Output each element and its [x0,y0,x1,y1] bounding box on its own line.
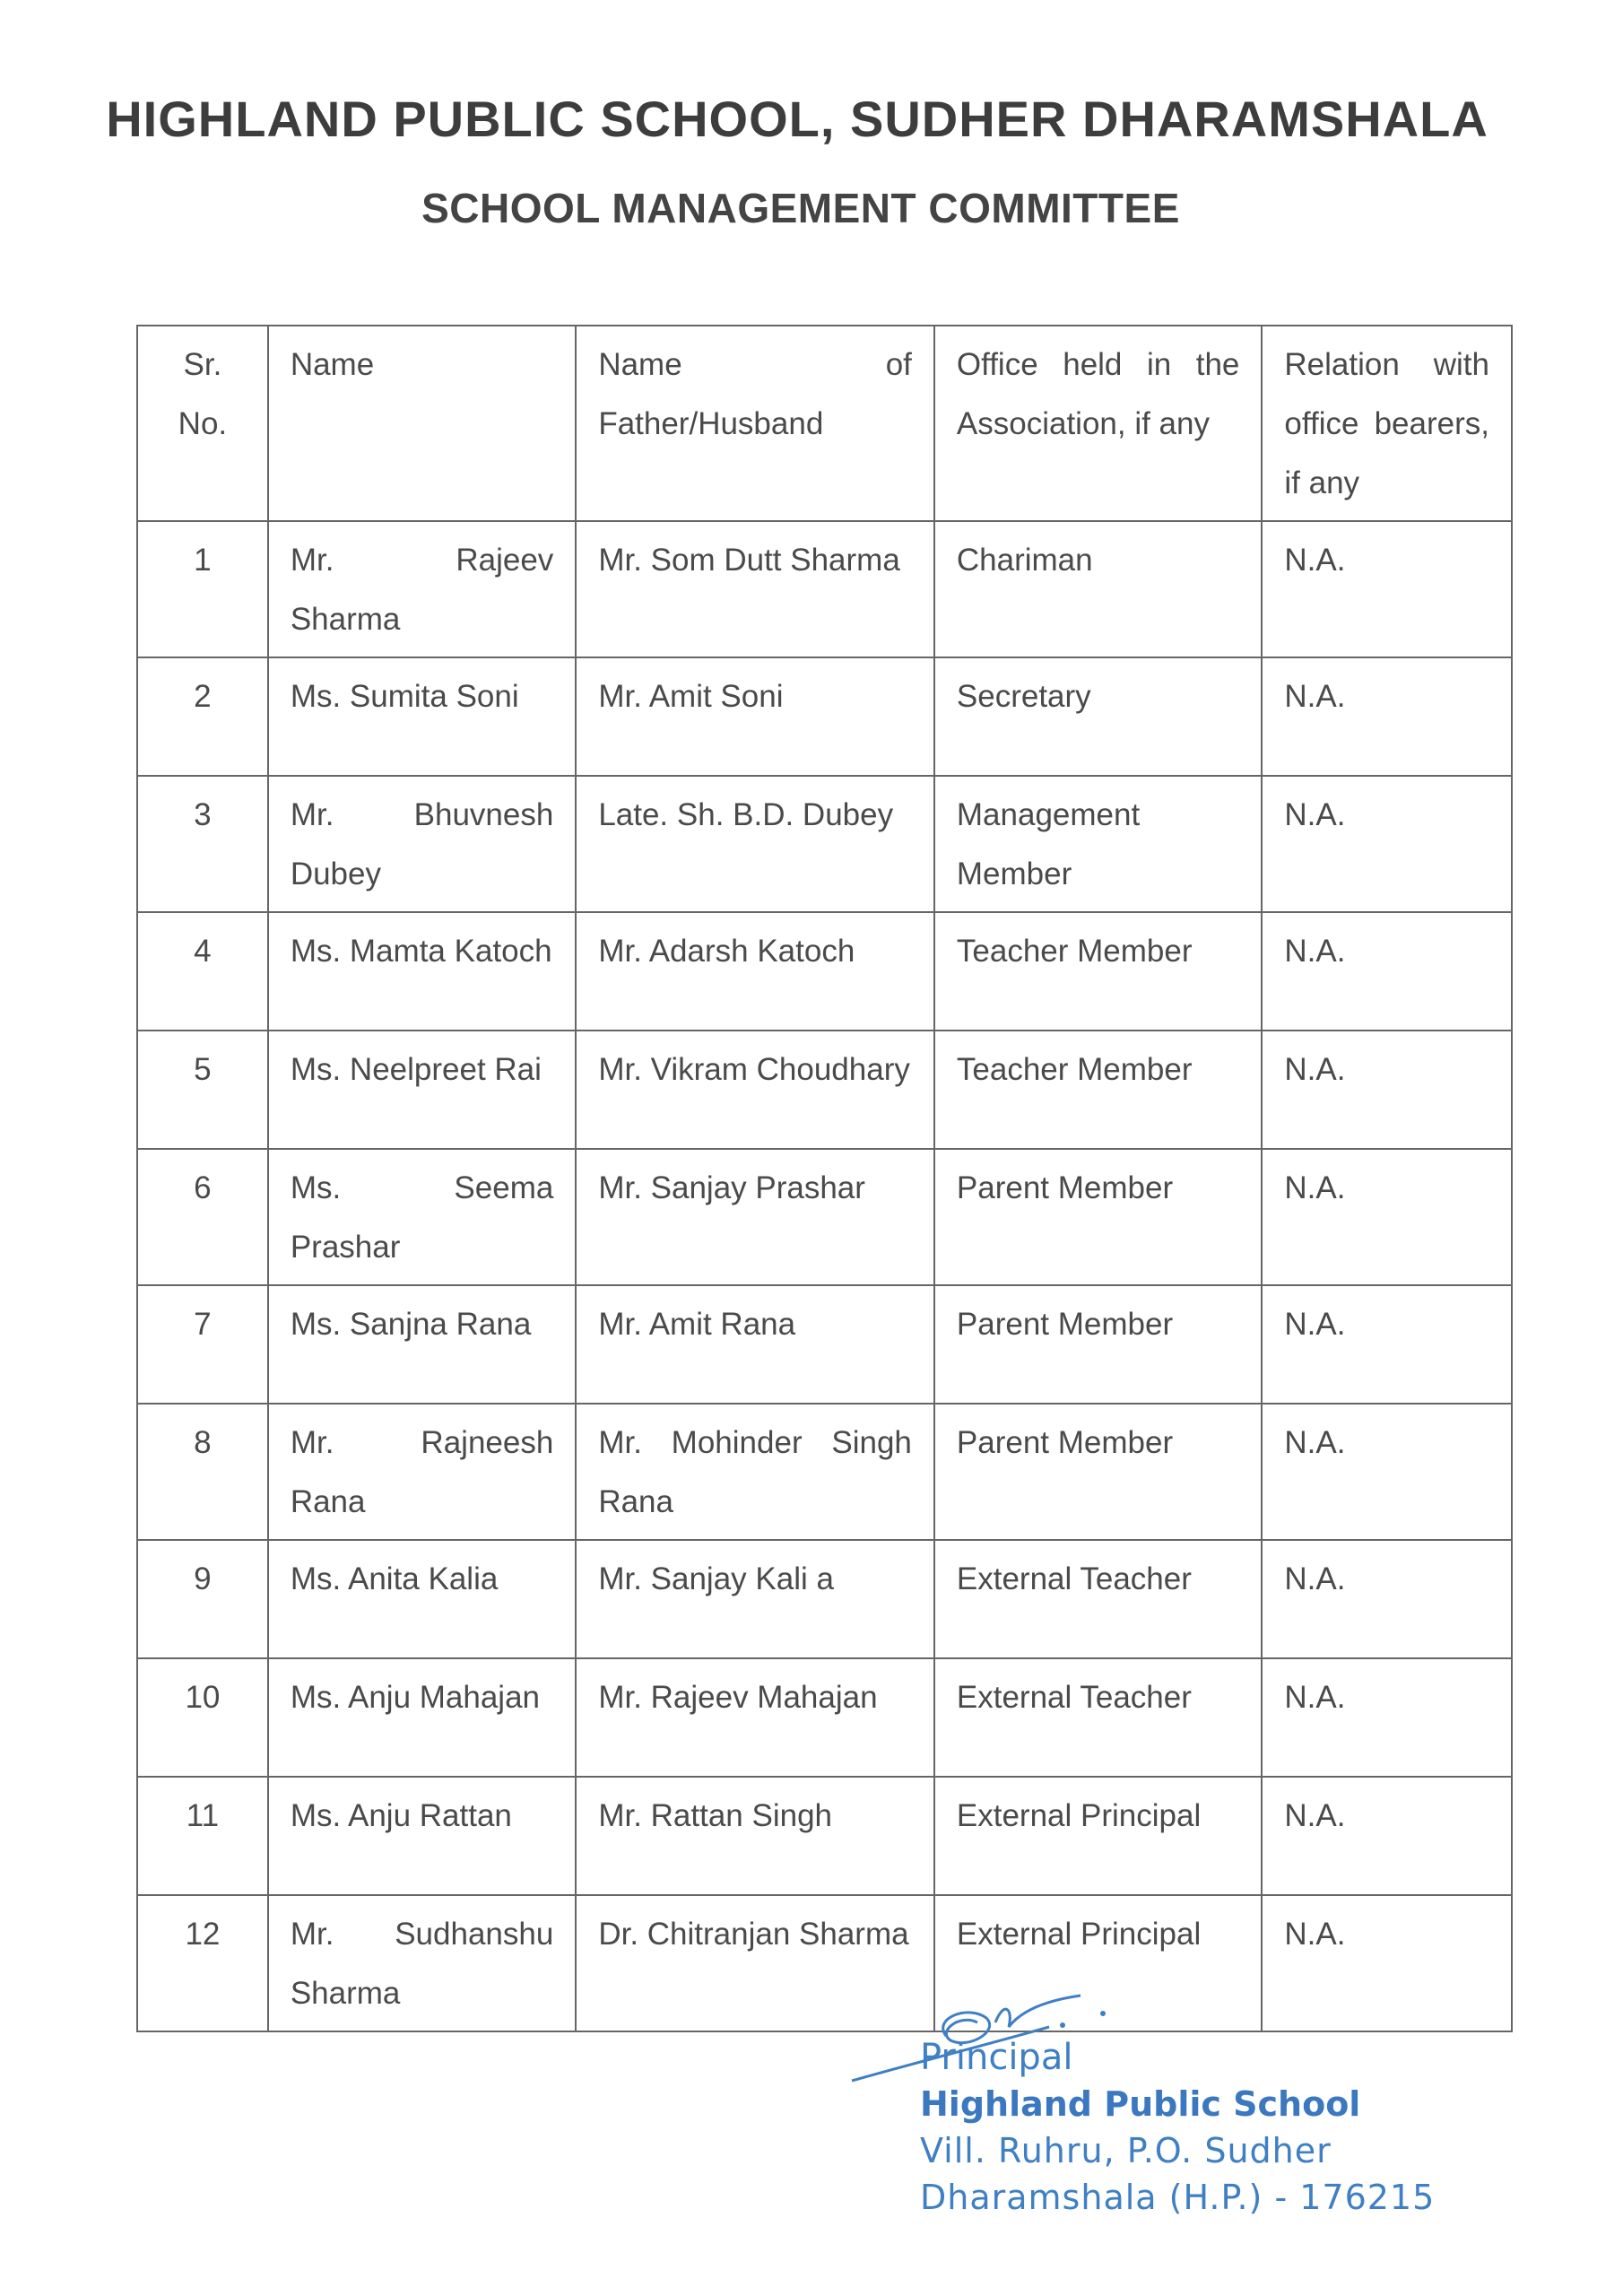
father-husband-cell: Mr. Sanjay Prashar [576,1149,934,1285]
father-husband-cell: Mr. Rattan Singh [576,1777,934,1895]
document-title: HIGHLAND PUBLIC SCHOOL, SUDHER DHARAMSHALA [106,91,1488,147]
relation-cell: N.A. [1262,1031,1512,1149]
table-header-row [137,326,1512,521]
table-row [137,1404,1512,1540]
name-cell: Ms. Seema Prashar [268,1149,577,1285]
father-husband-cell: Mr. Vikram Choudhary [576,1031,934,1149]
column-header-relation: Relation with office bearers, if any [1262,326,1512,521]
name-cell: Ms. Neelpreet Rai [268,1031,577,1149]
sr-no-cell: 4 [137,912,268,1031]
name-cell: Mr. Sudhanshu Sharma [268,1895,577,2031]
table-row [137,521,1512,657]
relation-cell: N.A. [1262,776,1512,912]
relation-cell: N.A. [1262,1895,1512,2031]
stamp-school-name: Highland Public School [920,2084,1361,2124]
office-cell: Teacher Member [934,1031,1263,1149]
table-row [137,657,1512,776]
name-cell: Ms. Sanjna Rana [268,1285,577,1404]
office-cell: External Teacher [934,1540,1263,1658]
document-subtitle: SCHOOL MANAGEMENT COMMITTEE [421,185,1180,231]
father-husband-cell: Mr. Amit Rana [576,1285,934,1404]
father-husband-cell: Dr. Chitranjan Sharma [576,1895,934,2031]
table-row [137,1777,1512,1895]
column-header-office-held: Office held in the Association, if any [934,326,1263,521]
father-husband-cell: Late. Sh. B.D. Dubey [576,776,934,912]
father-husband-cell: Mr. Adarsh Katoch [576,912,934,1031]
relation-cell: N.A. [1262,912,1512,1031]
name-cell: Ms. Anju Rattan [268,1777,577,1895]
office-cell: Parent Member [934,1285,1263,1404]
committee-table [136,325,1513,2032]
office-cell: External Principal [934,1777,1263,1895]
stamp-address-line2: Dharamshala (H.P.) - 176215 [920,2178,1436,2217]
name-cell: Mr. Bhuvnesh Dubey [268,776,577,912]
name-cell: Ms. Sumita Soni [268,657,577,776]
sr-no-cell: 2 [137,657,268,776]
father-husband-cell: Mr. Sanjay Kali a [576,1540,934,1658]
sr-no-cell: 5 [137,1031,268,1149]
relation-cell: N.A. [1262,521,1512,657]
office-cell: Chariman [934,521,1263,657]
father-husband-cell: Mr. Amit Soni [576,657,934,776]
column-header-father-husband: Name of Father/Husband [576,326,934,521]
relation-cell: N.A. [1262,1149,1512,1285]
office-cell: Teacher Member [934,912,1263,1031]
sr-no-cell: 9 [137,1540,268,1658]
relation-cell: N.A. [1262,1285,1512,1404]
table-row [137,776,1512,912]
committee-table-body [137,326,1512,2031]
table-row [137,1285,1512,1404]
relation-cell: N.A. [1262,1777,1512,1895]
sr-no-cell: 6 [137,1149,268,1285]
table-row [137,1895,1512,2031]
office-cell: External Principal [934,1895,1263,2031]
name-cell: Ms. Anita Kalia [268,1540,577,1658]
father-husband-cell: Mr. Som Dutt Sharma [576,521,934,657]
name-cell: Ms. Mamta Katoch [268,912,577,1031]
office-cell: Parent Member [934,1404,1263,1540]
sr-no-cell: 8 [137,1404,268,1540]
office-cell: Management Member [934,776,1263,912]
stamp-address-line1: Vill. Ruhru, P.O. Sudher [920,2131,1332,2170]
sr-no-cell: 10 [137,1658,268,1777]
sr-no-cell: 7 [137,1285,268,1404]
column-header-name: Name [268,326,577,521]
name-cell: Mr. Rajeev Sharma [268,521,577,657]
table-row [137,912,1512,1031]
office-cell: Secretary [934,657,1263,776]
sr-no-cell: 3 [137,776,268,912]
name-cell: Mr. Rajneesh Rana [268,1404,577,1540]
relation-cell: N.A. [1262,1658,1512,1777]
office-cell: Parent Member [934,1149,1263,1285]
sr-no-cell: 11 [137,1777,268,1895]
father-husband-cell: Mr. Mohinder Singh Rana [576,1404,934,1540]
name-cell: Ms. Anju Mahajan [268,1658,577,1777]
table-row [137,1031,1512,1149]
relation-cell: N.A. [1262,657,1512,776]
sr-no-cell: 1 [137,521,268,657]
office-cell: External Teacher [934,1658,1263,1777]
relation-cell: N.A. [1262,1540,1512,1658]
father-husband-cell: Mr. Rajeev Mahajan [576,1658,934,1777]
table-row [137,1149,1512,1285]
stamp-title: Principal [920,2037,1073,2078]
table-row [137,1658,1512,1777]
relation-cell: N.A. [1262,1404,1512,1540]
principal-stamp [920,2034,1435,2221]
table-row [137,1540,1512,1658]
column-header-sr-no: Sr. No. [137,326,268,521]
sr-no-cell: 12 [137,1895,268,2031]
